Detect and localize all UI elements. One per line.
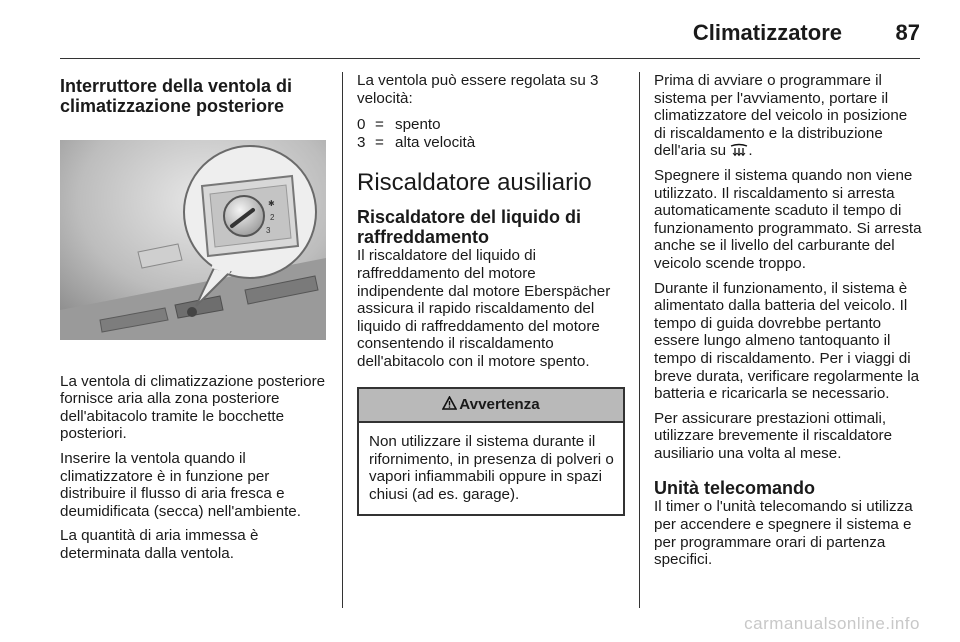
- column-divider: [342, 72, 343, 608]
- column-1: [60, 72, 326, 570]
- watermark: carmanualsonline.info: [744, 614, 920, 633]
- page-header: [60, 12, 920, 59]
- speed-list: [357, 116, 625, 151]
- speeds-intro: La ventola può essere regolata su 3 velocità:: [357, 72, 599, 107]
- subheading-remote-unit: Unità telecomando: [654, 478, 816, 499]
- paragraph: La quantità di aria immessa è determinata dalla ventola.: [60, 527, 259, 562]
- speed-label: alta velocità: [395, 133, 476, 151]
- svg-text:2: 2: [270, 213, 275, 222]
- paragraph: Per assicurare prestazioni ottimali, utilizzare brevemente il riscaldatore ausiliario una volta al mese.: [654, 409, 893, 462]
- paragraph: Durante il funzionamento, il sistema è alimentato dalla batteria del veicolo. Il tempo di guida dovrebbe pertanto essere lungo almeno tantoquanto il tempo di riscaldamento. Per i viaggi di breve durata, verificare regolarmente la batteria e ricaricarla se necessario.: [654, 279, 920, 403]
- paragraph-text: .: [748, 142, 753, 160]
- page-title: Climatizzatore: [692, 20, 842, 45]
- paragraph: [654, 72, 922, 160]
- warning-title: Avvertenza: [459, 395, 540, 413]
- paragraph: La ventola di climatizzazione posteriore fornisce aria alla zona posteriore dell'abitacolo tramite le bocchette posteriori.: [60, 372, 326, 443]
- speed-eq: =: [375, 116, 384, 134]
- warning-text: Non utilizzare il sistema durante il rifornimento, in presenza di polveri o vapori infiammabili oppure in spazi chiusi (ad es. garage).: [369, 433, 614, 503]
- warning-header: [359, 389, 623, 424]
- paragraph: Il riscaldatore del liquido di raffreddamento del motore indipendente dal motore Eberspächer assicura il rapido riscaldamento del liquido di raffreddamento del motore consentendo il riscaldamento dell'abitacolo con il motore spento.: [357, 247, 611, 370]
- column-divider: [639, 72, 640, 608]
- speed-item: [357, 116, 625, 134]
- column-3: [654, 72, 922, 576]
- svg-text:3: 3: [266, 226, 271, 235]
- paragraph: Il timer o l'unità telecomando si utilizza per accendere e spegnere il sistema e per programmare orari di partenza specifici.: [654, 498, 913, 569]
- section-heading-rear-fan: Interruttore della ventola di climatizzazione posteriore: [60, 76, 293, 116]
- speed-key: 3: [357, 133, 366, 151]
- subheading-coolant-heater: Riscaldatore del liquido di raffreddamento: [357, 207, 582, 248]
- section-title-aux-heater: Riscaldatore ausiliario: [357, 169, 592, 197]
- speed-key: 0: [357, 116, 366, 134]
- svg-text:✱: ✱: [268, 199, 275, 208]
- paragraph: Spegnere il sistema quando non viene utilizzato. Il riscaldamento si arresta automaticamente scaduto il tempo di funzionamento programmato. Si arresta anche se il livello del carburante del veicolo scende troppo.: [654, 166, 922, 272]
- speed-eq: =: [375, 133, 384, 151]
- speed-item: [357, 134, 625, 152]
- rear-fan-switch-illustration: [60, 140, 326, 340]
- paragraph-text: Prima di avviare o programmare il sistema per l'avviamento, portare il climatizzatore del veicolo in posizione di riscaldamento e la distribuzione dell'aria su: [654, 72, 908, 160]
- air-distribution-windshield-icon: [730, 143, 748, 157]
- warning-box: [357, 387, 625, 516]
- paragraph: Inserire la ventola quando il climatizzatore è in funzione per distribuire il flusso di aria fresca e deumidificata (secca) nell'ambiente.: [60, 449, 301, 520]
- page-number: 87: [895, 20, 920, 45]
- speed-label: spento: [395, 116, 441, 134]
- column-2: [357, 72, 625, 516]
- warning-triangle-icon: [442, 396, 457, 410]
